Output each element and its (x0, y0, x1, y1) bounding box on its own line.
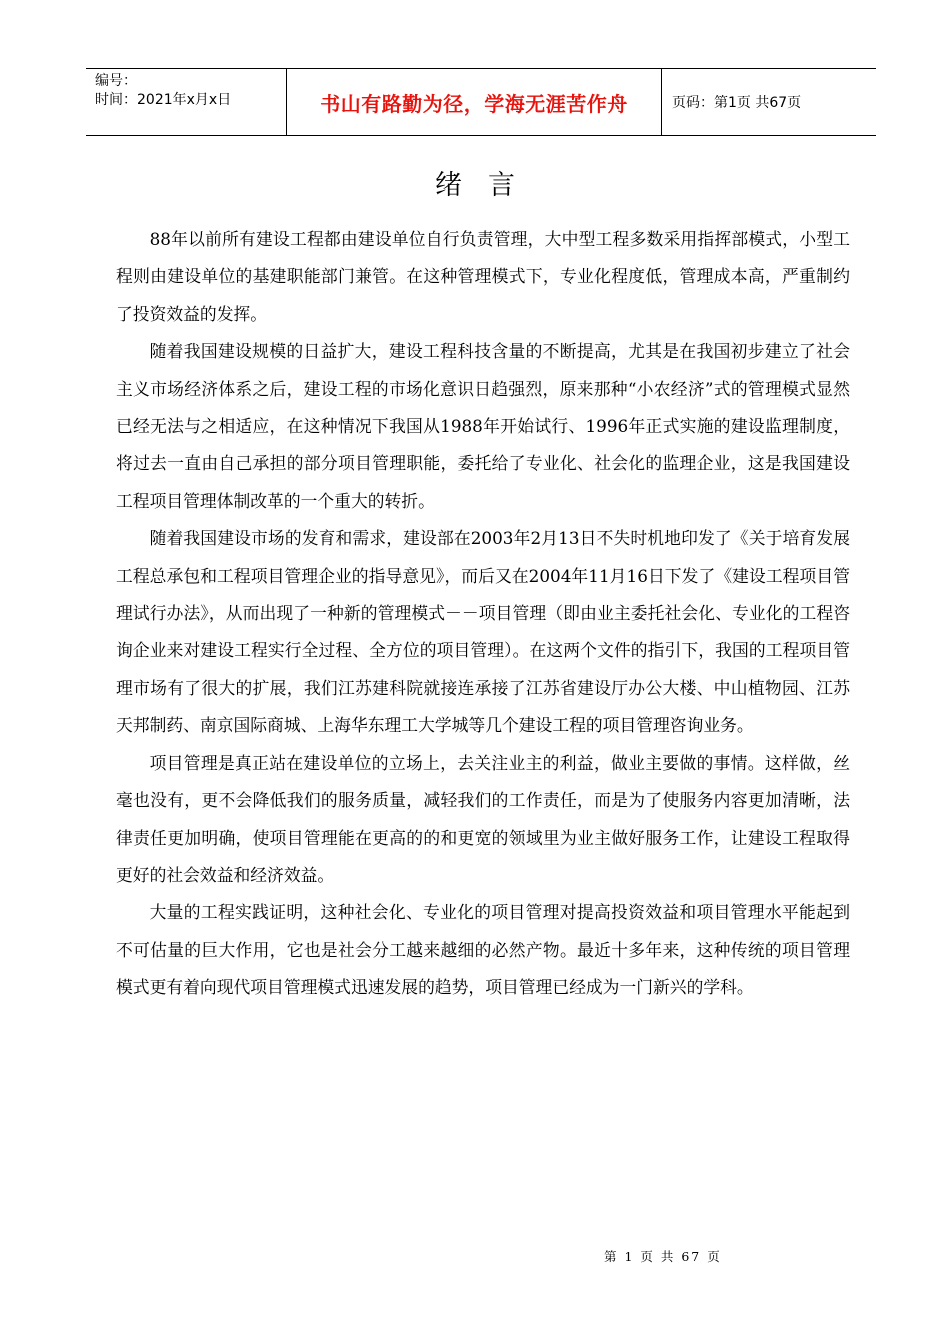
document-date-label: 时间：2021年x月x日 (95, 92, 232, 108)
header-motto-cell (287, 69, 662, 135)
body-text (116, 221, 850, 1007)
header-table (86, 68, 876, 136)
page-title: 绪言 (435, 170, 541, 201)
paragraph: 随着我国建设市场的发育和需求，建设部在2003年2月13日不失时机地印发了《关于培育发展工程总承包和工程项目管理企业的指导意见》，而后又在2004年11月16日下发了《建设工程项目管理试行办法》，从而出现了一种新的管理模式－－项目管理（即由业主委托社会化、专业化的工程咨询企业来对建设工程实行全过程、全方位的项目管理）。在这两个文件的指引下，我国的工程项目管理市场有了很大的扩展，我们江苏建科院就接连承接了江苏省建设厅办公大楼、中山植物园、江苏天邦制药、南京国际商城、上海华东理工大学城等几个建设工程的项目管理咨询业务。 (116, 528, 850, 736)
paragraph: 88年以前所有建设工程都由建设单位自行负责管理，大中型工程多数采用指挥部模式，小型工程则由建设单位的基建职能部门兼管。在这种管理模式下，专业化程度低，管理成本高，严重制约了投资效益的发挥。 (116, 229, 850, 324)
paragraph: 大量的工程实践证明，这种社会化、专业化的项目管理对提高投资效益和项目管理水平能起到不可估量的巨大作用，它也是社会分工越来越细的必然产物。最近十多年来，这种传统的项目管理模式更有着向现代项目管理模式迅速发展的趋势，项目管理已经成为一门新兴的学科。 (116, 902, 850, 998)
document-number-label: 编号： (95, 73, 137, 89)
page-footer: 第 1 页 共 67 页 (604, 1249, 722, 1264)
header-page-number: 页码：第1页 共67页 (672, 95, 802, 111)
paragraph: 随着我国建设规模的日益扩大，建设工程科技含量的不断提高，尤其是在我国初步建立了社会主义市场经济体系之后，建设工程的市场化意识日趋强烈，原来那种“小农经济”式的管理模式显然已经无法与之相适应，在这种情况下我国从1988年开始试行、1996年正式实施的建设监理制度，将过去一直由自己承担的部分项目管理职能，委托给了专业化、社会化的监理企业，这是我国建设工程项目管理体制改革的一个重大的转折。 (116, 341, 850, 511)
paragraph: 项目管理是真正站在建设单位的立场上，去关注业主的利益，做业主要做的事情。这样做，丝毫也没有，更不会降低我们的服务质量，减轻我们的工作责任，而是为了使服务内容更加清晰，法律责任更加明确，使项目管理能在更高的的和更宽的领域里为业主做好服务工作，让建设工程取得更好的社会效益和经济效益。 (116, 752, 850, 885)
header-meta-cell (86, 69, 287, 135)
header-page-cell (662, 69, 876, 135)
header-motto: 书山有路勤为径，学海无涯苦作舟 (320, 91, 628, 116)
